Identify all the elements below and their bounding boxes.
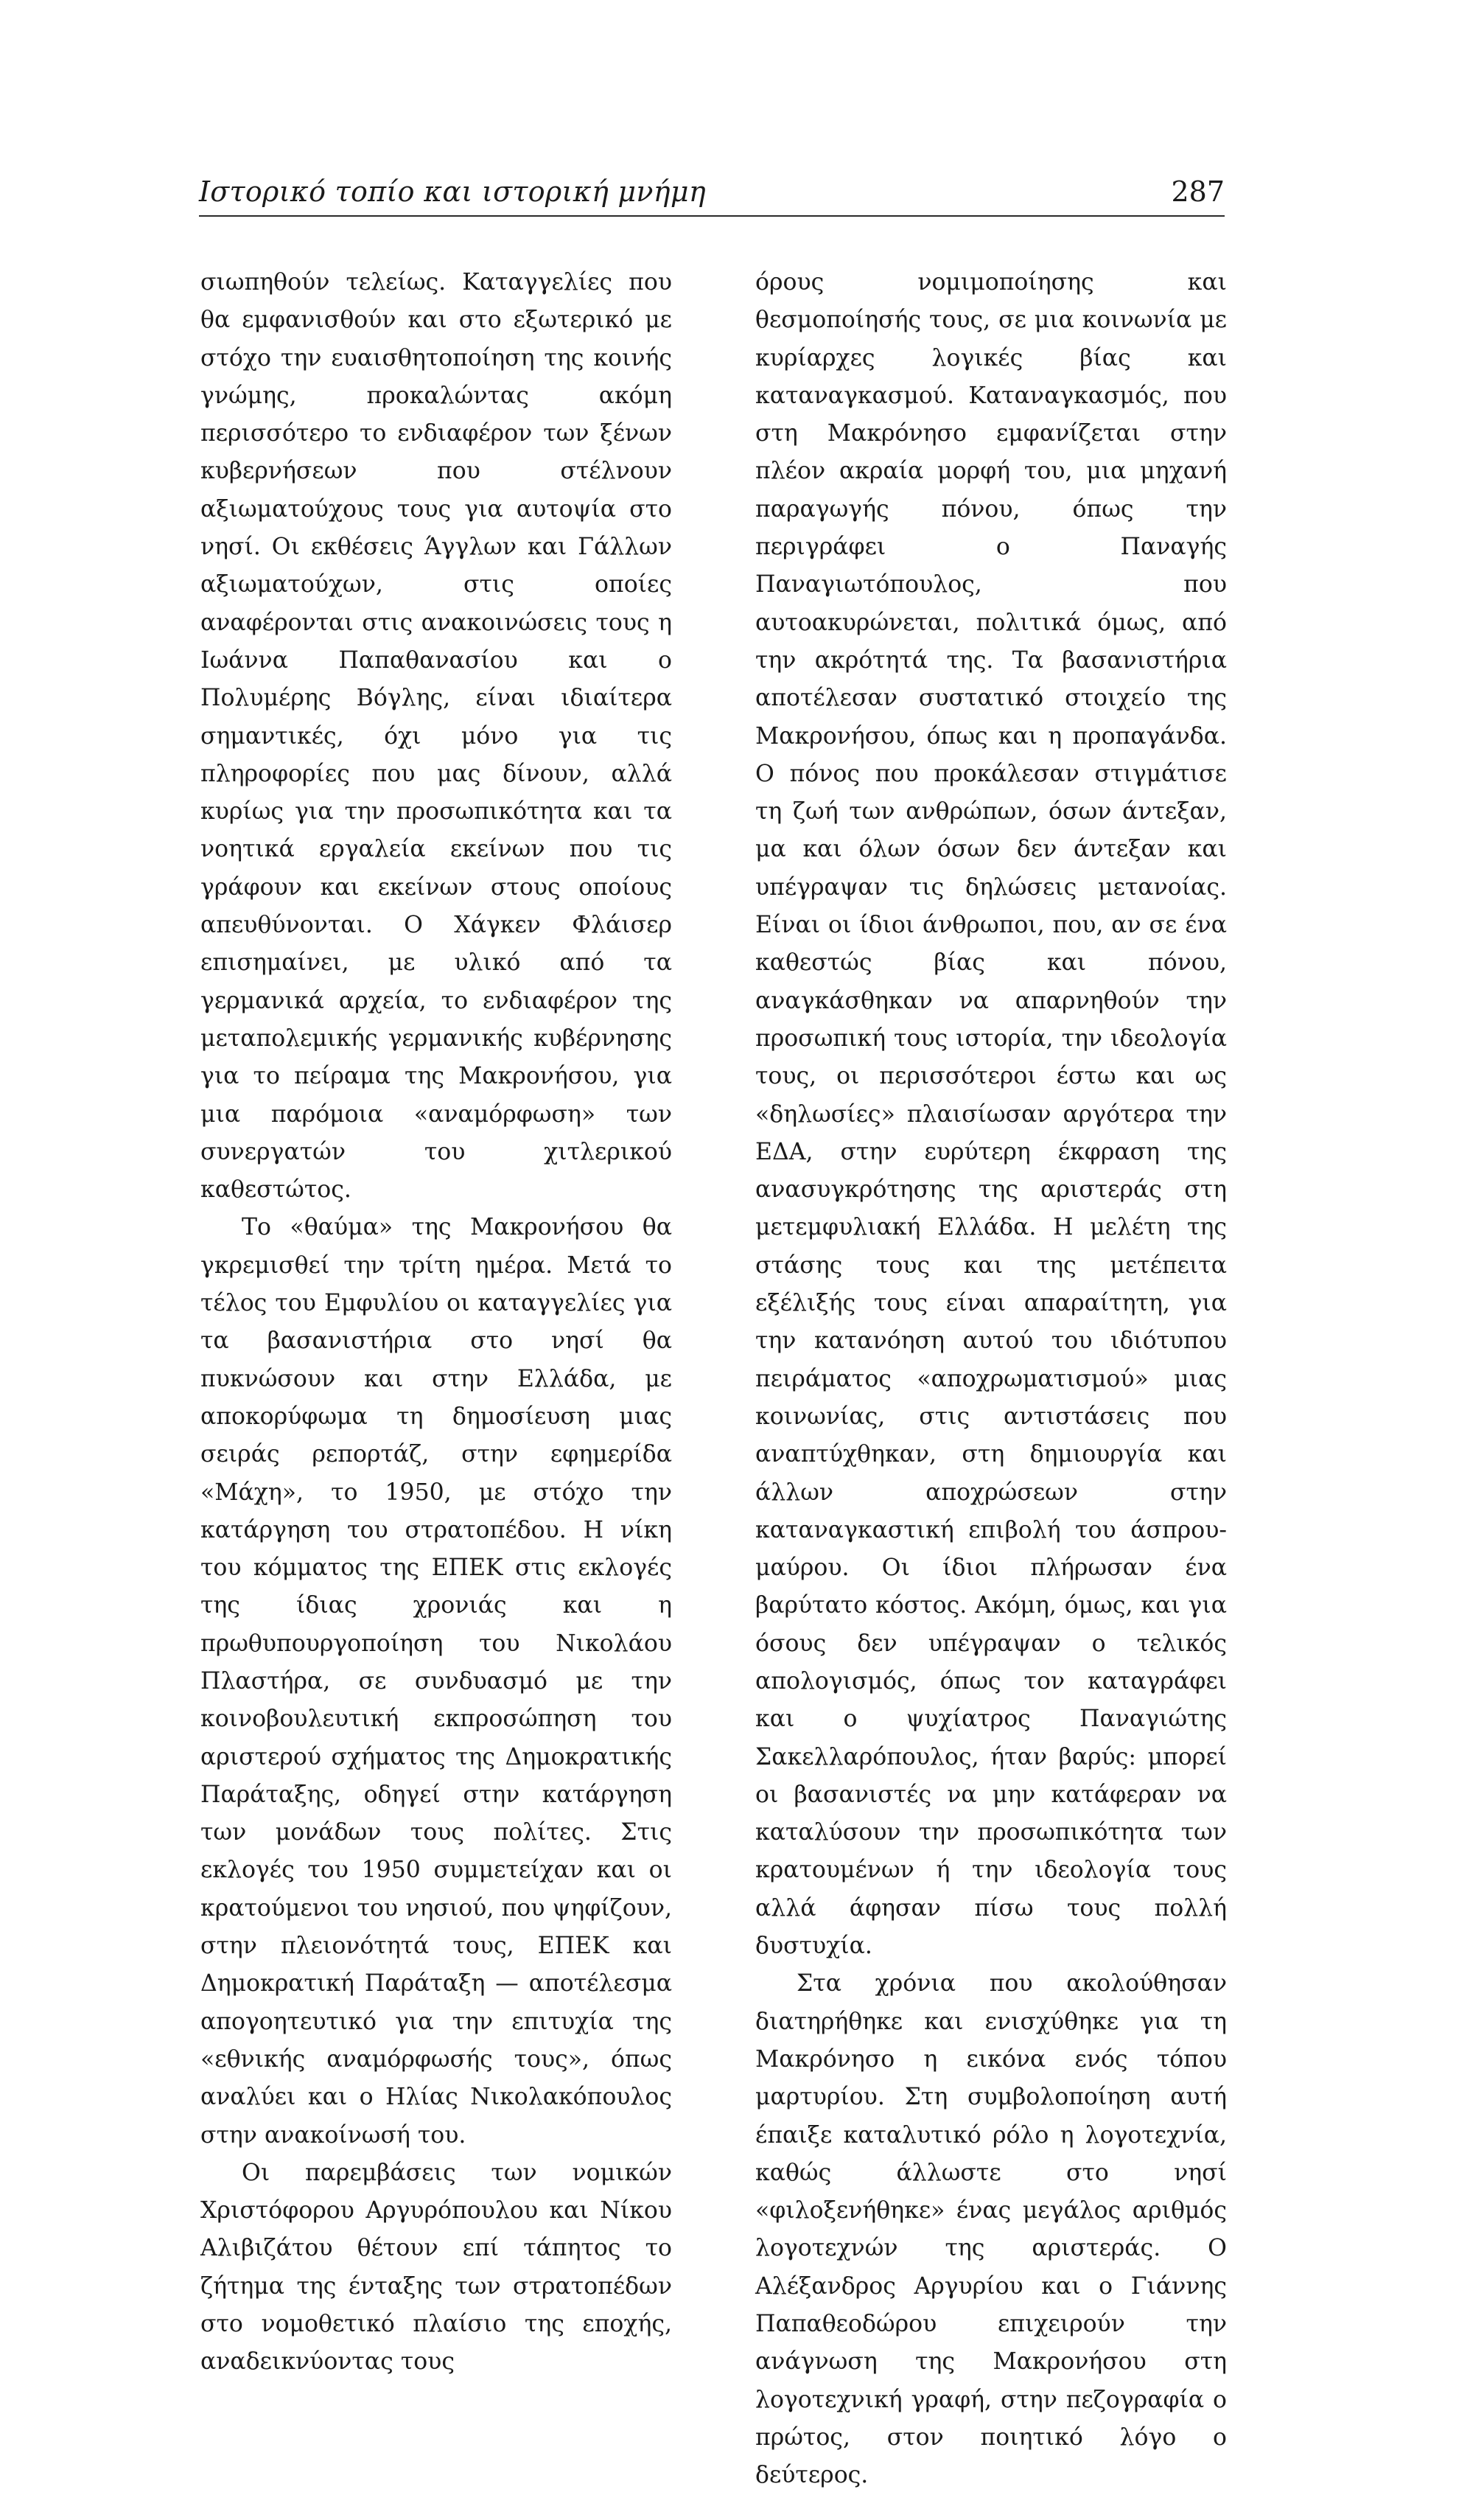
right-paragraph-2: Στα χρόνια που ακολούθησαν διατηρήθηκε και ενισχύθηκε για τη Μακρόνησο η εικόνα ενός τόπου μαρτυρίου. Στη συμβολοποίηση αυτή έπαιξε καταλυτικό ρόλο η λογοτεχνία, καθώς άλλωστε στο νησί «φιλοξενήθηκε» ένας μεγάλος αριθμός λογοτεχνών της αριστεράς. Ο Αλέξανδρος Αργυρίου και ο Γιάννης Παπαθεοδώρου επιχειρούν την ανάγνωση της Μακρονήσου στη λογοτεχνική γραφή, στην πεζογραφία ο πρώτος, στον ποιητικό λόγο ο δεύτερος.	[755, 1970, 1227, 2489]
left-paragraph-1: σιωπηθούν τελείως. Καταγγελίες που θα εμφανισθούν και στο εξωτερικό με στόχο την ευαισθητοποίηση της κοινής γνώμης, προκαλώντας ακόμη περισσότερο το ενδιαφέρον των ξένων κυβερνήσεων που στέλνουν αξιωματούχους τους για αυτοψία στο νησί. Οι εκθέσεις Άγγλων και Γάλλων αξιωματούχων, στις οποίες αναφέρονται στις ανακοινώσεις τους η Ιωάννα Παπαθανασίου και ο Πολυμέρης Βόγλης, είναι ιδιαίτερα σημαντικές, όχι μόνο για τις πληροφορίες που μας δίνουν, αλλά κυρίως για την προσωπικότητα και τα νοητικά εργαλεία εκείνων που τις γράφουν και εκείνων στους οποίους απευθύνονται. Ο Χάγκεν Φλάισερ επισημαίνει, με υλικό από τα γερμανικά αρχεία, το ενδιαφέρον της μεταπολεμικής γερμανικής κυβέρνησης για το πείραμα της Μακρονήσου, για μια παρόμοια «αναμόρφωση» των συνεργατών του χιτλερικού καθεστώτος.	[200, 269, 672, 1204]
right-column	[755, 264, 1227, 2495]
running-head	[199, 175, 1225, 220]
left-column	[200, 264, 672, 2381]
header-rule	[199, 215, 1225, 217]
page-number: 287	[1171, 175, 1225, 208]
running-head-title: Ιστορικό τοπίο και ιστορική μνήμη	[199, 175, 706, 208]
left-paragraph-3: Οι παρεμβάσεις των νομικών Χριστόφορου Αργυρόπουλου και Νίκου Αλιβιζάτου θέτουν επί τάπητος το ζήτημα της ένταξης των στρατοπέδων στο νομοθετικό πλαίσιο της εποχής, αναδεικνύοντας τους	[200, 2159, 672, 2376]
right-paragraph-1: όρους νομιμοποίησης και θεσμοποίησής τους, σε μια κοινωνία με κυρίαρχες λογικές βίας και καταναγκασμού. Καταναγκασμός, που στη Μακρόνησο εμφανίζεται στην πλέον ακραία μορφή του, μια μηχανή παραγωγής πόνου, όπως την περιγράφει ο Παναγής Παναγιωτόπουλος, που αυτοακυρώνεται, πολιτικά όμως, από την ακρότητά της. Τα βασανιστήρια αποτέλεσαν συστατικό στοιχείο της Μακρονήσου, όπως και η προπαγάνδα. Ο πόνος που προκάλεσαν στιγμάτισε τη ζωή των ανθρώπων, όσων άντεξαν, μα και όλων όσων δεν άντεξαν και υπέγραψαν τις δηλώσεις μετανοίας. Είναι οι ίδιοι άνθρωποι, που, αν σε ένα καθεστώς βίας και πόνου, αναγκάσθηκαν να απαρνηθούν την προσωπική τους ιστορία, την ιδεολογία τους, οι περισσότεροι έστω και ως «δηλωσίες» πλαισίωσαν αργότερα την ΕΔΑ, στην ευρύτερη έκφραση της ανασυγκρότησης της αριστεράς στη μετεμφυλιακή Ελλάδα. Η μελέτη της στάσης τους και της μετέπειτα εξέλιξής τους είναι απαραίτητη, για την κατανόηση αυτού του ιδιότυπου πειράματος «αποχρωματισμού» μιας κοινωνίας, στις αντιστάσεις που αναπτύχθηκαν, στη δημιουργία και άλλων αποχρώσεων στην καταναγκαστική επιβολή του άσπρου-μαύρου. Οι ίδιοι πλήρωσαν ένα βαρύτατο κόστος. Ακόμη, όμως, και για όσους δεν υπέγραψαν ο τελικός απολογισμός, όπως τον καταγράφει και ο ψυχίατρος Παναγιώτης Σακελλαρόπουλος, ήταν βαρύς: μπορεί οι βασανιστές να μην κατάφεραν να καταλύσουν την προσωπικότητα των κρατουμένων ή την ιδεολογία τους αλλά άφησαν πίσω τους πολλή δυστυχία.	[755, 269, 1227, 1960]
left-paragraph-2: Το «θαύμα» της Μακρονήσου θα γκρεμισθεί την τρίτη ημέρα. Μετά το τέλος του Εμφυλίου οι καταγγελίες για τα βασανιστήρια στο νησί θα πυκνώσουν και στην Ελλάδα, με αποκορύφωμα τη δημοσίευση μιας σειράς ρεπορτάζ, στην εφημερίδα «Μάχη», το 1950, με στόχο την κατάργηση του στρατοπέδου. Η νίκη του κόμματος της ΕΠΕΚ στις εκλογές της ίδιας χρονιάς και η πρωθυπουργοποίηση του Νικολάου Πλαστήρα, σε συνδυασμό με την κοινοβουλευτική εκπροσώπηση του αριστερού σχήματος της Δημοκρατικής Παράταξης, οδηγεί στην κατάργηση των μονάδων τους πολίτες. Στις εκλογές του 1950 συμμετείχαν και οι κρατούμενοι του νησιού, που ψηφίζουν, στην πλειονότητά τους, ΕΠΕΚ και Δημοκρατική Παράταξη — αποτέλεσμα απογοητευτικό για την επιτυχία της «εθνικής αναμόρφωσής τους», όπως αναλύει και ο Ηλίας Νικολακόπουλος στην ανακοίνωσή του.	[200, 1214, 672, 2149]
